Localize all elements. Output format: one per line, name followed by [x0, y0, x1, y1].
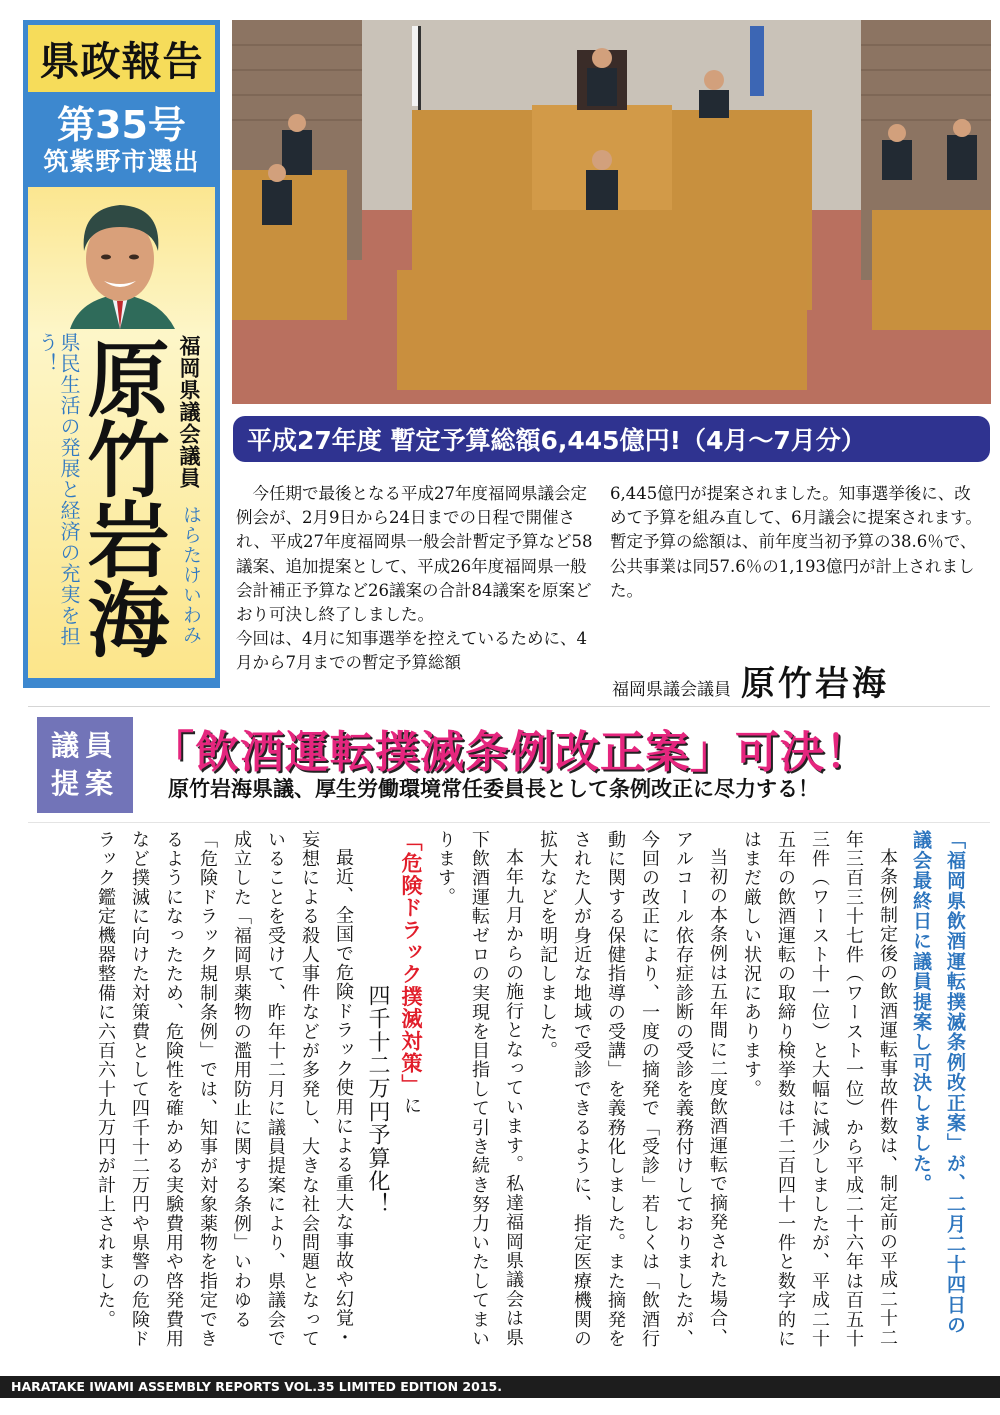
intro-paragraph: 今回は、4月に知事選挙を控えているために、4月から7月までの暫定予算総額	[236, 629, 587, 673]
section-divider	[28, 822, 990, 823]
member-role: 福岡県議会議員	[177, 335, 201, 489]
member-name-kana: はらたけいわみ	[180, 505, 202, 645]
body-paragraph: 本年九月からの施行となっています。私達福岡県議会は県下飲酒運転ゼロの実現を目指して引き続き努力いたしてまいります。	[435, 830, 524, 1349]
budget-headline-banner: 平成27年度 暫定予算総額6,445億円!（4月～7月分）	[233, 416, 990, 462]
intro-article-column-1	[236, 482, 598, 676]
issue-number: 第35号	[57, 102, 186, 147]
tag-line: 議員	[50, 729, 119, 762]
profile-body	[28, 187, 215, 678]
ordinance-subheadline: 原竹岩海県議、厚生労働環境常任委員長として条例改正に尽力する！	[168, 777, 819, 801]
body-paragraph: 当初の本条例は五年間に二度飲酒運転で摘発された場合、アルコール依存症診断の受診を義務付けしておりましたが、今回の改正により、一度の摘発で「受診」若しくは「飲酒行動に関する保健指導の受講」を義務化しました。また摘発をされた人が身近な地域で受診できるように、指定医療機関の拡大などを明記しました。	[537, 830, 728, 1349]
district-label: 筑紫野市選出	[43, 146, 200, 176]
body-paragraph: 本条例制定後の飲酒運転事故件数は、制定前の平成二十二年三百三十七件（ワースト一位）から平成二十六年は百五十三件（ワースト十一位）と大幅に減少しましたが、平成二十五年の飲酒運転の取締り検挙数は千二百四十一件と数字的にはまだ厳しい状況にあります。	[741, 830, 898, 1349]
lead-paragraph: 「福岡県飲酒運転撲滅条例改正案」が、二月二十四日の議会最終日に議員提案し可決しました。	[910, 830, 966, 1335]
intro-paragraph: 6,445億円が提案されました。知事選挙後に、改めて予算を組み直して、6月議会に提案されます。暫定予算の総額は、前年度当初予算の38.6％で、公共事業は同57.6％の1,193億円が計上されました。	[610, 484, 982, 600]
issue-block	[28, 92, 215, 187]
signature-name: 原竹岩海	[741, 664, 889, 704]
intro-article-column-2	[610, 482, 982, 603]
drug-heading-line	[394, 830, 428, 1355]
body-paragraph: 最近、全国で危険ドラック使用による重大な事故や幻覚・妄想による殺人事件などが多発し、大きな社会問題となっていることを受けて、昨年十二月に議員提案により、県議会で成立した「福岡県薬物の濫用防止に関する条例」いわゆる「危険ドラック規制条例」では、知事が対象薬物を指定できるようになったため、危険性を確かめる実験費用や啓発費用など撲滅に向けた対策費として四千十二万円や県警の危険ドラック鑑定機器整備に六百六十九万円が計上されました。	[95, 830, 354, 1349]
assembly-chamber-photo	[232, 20, 991, 404]
intro-paragraph: 今任期で最後となる平成27年度福岡県議会定例会が、2月9日から24日までの日程で開催され、平成27年度福岡県一般会計暫定予算など58議案、追加提案として、平成26年度福岡県一般会計補正予算など26議案の合計84議案を原案どおり可決し終了しました。	[236, 484, 593, 625]
report-title: 県政報告	[28, 25, 215, 92]
member-name: 原竹岩海	[74, 337, 169, 657]
ordinance-article-body	[22, 830, 972, 1355]
slogan: 県民生活の発展と経済の充実を担う！	[35, 332, 81, 647]
ordinance-headline: 「飲酒運転撲滅条例改正案」可決！	[150, 727, 870, 778]
footer-bar: HARATAKE IWAMI ASSEMBLY REPORTS VOL.35 LIMITED EDITION 2015.	[0, 1376, 1000, 1398]
section-divider	[28, 706, 990, 707]
profile-sidebar	[23, 20, 220, 688]
signature-title: 福岡県議会議員	[612, 680, 731, 700]
drug-heading: 「危険ドラック撲滅対策」	[399, 830, 423, 1097]
member-proposal-tag	[37, 717, 133, 813]
signature	[612, 656, 889, 705]
drug-subheading: 四千十二万円予算化！	[365, 984, 390, 1216]
drug-heading-suffix: に	[401, 1096, 422, 1116]
portrait-photo	[60, 189, 180, 329]
tag-line: 提案	[50, 767, 119, 800]
